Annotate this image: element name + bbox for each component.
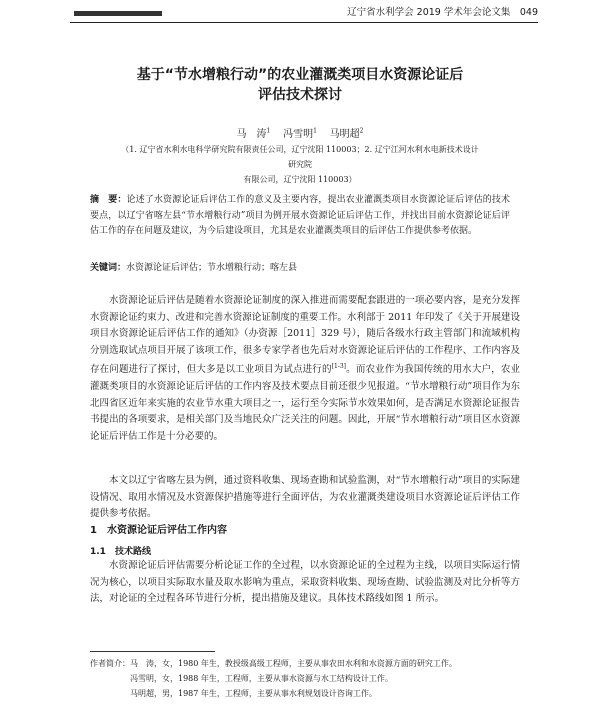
footnote-rule	[90, 651, 215, 652]
author-name: 马 涛	[236, 129, 267, 140]
footnote-line: 马明超，男，1987 年生，工程师，主要从事水利规划设计咨询工作。	[130, 689, 377, 698]
affiliations	[120, 142, 480, 187]
author-name: 冯雪明	[283, 129, 314, 140]
affiliation-line: （1. 辽宁省水利水电科学研究院有限责任公司，辽宁沈阳 110003；2. 辽宁江河水利水电新技术设计研究院	[121, 145, 479, 169]
abstract	[90, 193, 510, 240]
section-1-1-paragraph	[90, 558, 520, 608]
subsection-heading: 1.1 技术路线	[90, 547, 151, 557]
header-journal-page: 辽宁省水利学会 2019 学术年会论文集 049	[347, 7, 538, 18]
header-rule	[70, 22, 538, 23]
section-heading: 1 水资源论证后评估工作内容	[90, 525, 227, 536]
author-mark: 2	[359, 127, 364, 135]
header-bar-decoration	[74, 11, 162, 16]
intro-paragraph-1	[90, 293, 520, 446]
paper-title-line-1: 基于“节水增粮行动”的农业灌溉类项目水资源论证后	[136, 67, 464, 83]
footnote-line: 冯雪明，女，1988 年生，工程师，主要从事水资源与水工结构设计工作。	[130, 674, 393, 683]
author-list	[70, 125, 530, 140]
author-name: 马明超	[329, 129, 360, 140]
footnote-line: 作者简介：马 涛，女，1980 年生，教授级高级工程师，主要从事农田水利和水资源方面的研究工作。	[90, 659, 457, 668]
abstract-label: 摘 要：	[90, 195, 127, 205]
keywords-label: 关键词：	[90, 263, 127, 273]
paragraph-text: 本文以辽宁省喀左县为例，通过资料收集、现场查勘和试验监测，对“节水增粮行动”项目的实际建设情况、取用水情况及水资源保护措施等进行全面评估，为农业灌溉类建设项目水资源论证后评估工作提供参考依据。	[90, 475, 520, 520]
paragraph	[90, 293, 520, 446]
paragraph-text: 水资源论证后评估需要分析论证工作的全过程，以水资源论证的全过程为主线，以项目实际运行情况为核心，以项目实际取水量及取水影响为重点，采取资料收集、现场查勘、试验监测及对比分析等方法，对论证的全过程各环节进行分析，提出措施及建议。具体技术路线如图 1 所示。	[90, 560, 520, 605]
citation-ref: [1-3]	[331, 363, 346, 371]
paragraph-text: 水资源论证后评估是随着水资源论证制度的深入推进而需要配套跟进的一项必要内容，是充分发挥水资源论证约束力、改进和完善水资源论证制度的重要工作。水利部于 2011 年印发了《关于开展建设项目水资源论证后评估工作的通知》（办资源［2011］329 号），随后各级水行政主管部门和流域机构分别选取试点项目开展了该项工作，很多专家学者也先后对水资源论证后评估的工作程序、工作内容及存在问题进行了探讨，但大多是以工业项目为试点进行的	[90, 295, 520, 376]
paragraph-text: 。而农业作为我国传统的用水大户，农业灌溉类项目的水资源论证后评估的工作内容及技术要点目前还很少见报道。“节水增粮行动”项目作为东北四省区近年来实施的农业节水重大项目之一，运行至今实际节水效果如何，是否满足水资源论证报告书提出的各项要求，是相关部门及当地民众广泛关注的问题。因此，开展“节水增粮行动”项目区水资源论证后评估工作是十分必要的。	[90, 364, 520, 442]
author-mark: 1	[313, 127, 317, 135]
abstract-text: 论述了水资源论证后评估工作的意义及主要内容，提出农业灌溉类项目水资源论证后评估的技术要点，以辽宁省喀左县“节水增粮行动”项目为例开展水资源论证后评估工作，并找出目前水资源论证后评估工作的存在问题及建议，为今后建设项目，尤其是农业灌溉类项目的后评估工作提供参考依据。	[90, 195, 510, 236]
keywords-text: 水资源论证后评估；节水增粮行动；喀左县	[126, 263, 298, 273]
affiliation-line: 有限公司，辽宁沈阳 110003）	[243, 175, 357, 184]
keywords	[90, 261, 510, 276]
running-header	[70, 0, 538, 23]
author-mark: 1	[266, 127, 271, 135]
intro-paragraph-2	[90, 473, 520, 523]
author-footnote	[90, 656, 520, 701]
paper-title-line-2: 评估技术探讨	[258, 87, 342, 103]
